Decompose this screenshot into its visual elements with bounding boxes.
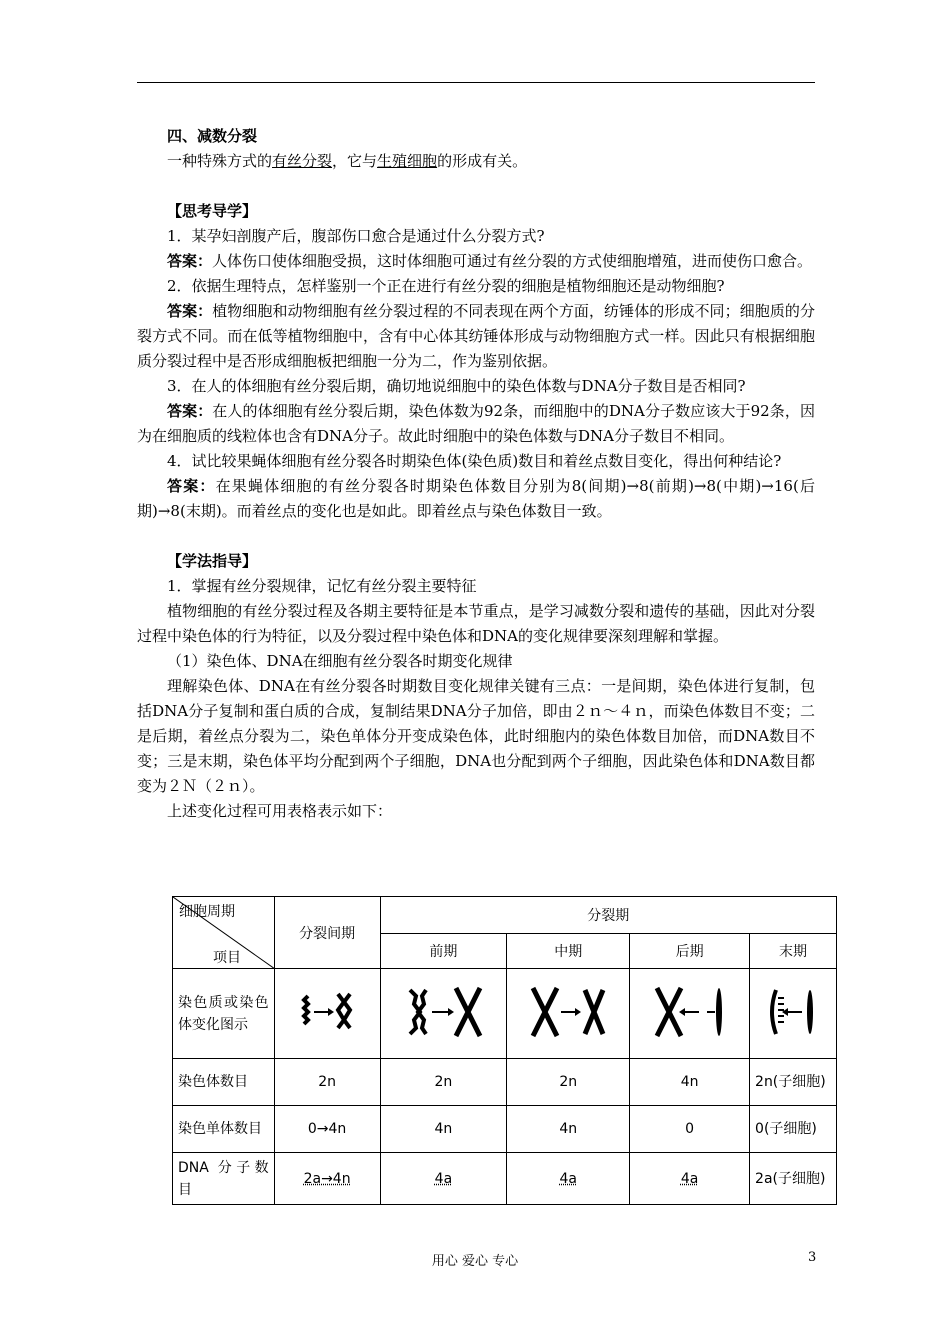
corner-top-label: 细胞周期 <box>179 904 235 920</box>
anaphase-diagram <box>630 969 750 1059</box>
intro-term-germ-cell: 生殖细胞 <box>377 152 438 170</box>
cell-dna-anaphase: 4a <box>630 1153 750 1205</box>
cell-chromatid-interphase: 0→4n <box>274 1106 380 1153</box>
question-1: 1．某孕妇剖腹产后，腹部伤口愈合是通过什么分裂方式? <box>167 227 545 245</box>
cell-chromosome-interphase: 2n <box>274 1059 380 1106</box>
section-intro <box>137 149 815 174</box>
question-2: 2．依据生理特点，怎样鉴别一个正在进行有丝分裂的细胞是植物细胞还是动物细胞? <box>167 277 725 295</box>
method-subheading: （1）染色体、DNA在细胞有丝分裂各时期变化规律 <box>167 652 513 670</box>
header-metaphase: 中期 <box>507 934 630 969</box>
table-intro: 上述变化过程可用表格表示如下： <box>167 802 393 820</box>
intro-text: ，它与 <box>332 152 378 170</box>
answer-text: 在果蝇体细胞的有丝分裂各时期染色体数目分别为8(间期)→8(前期)→8(中期)→16(后期)→8(末期)。而着丝点的变化也是如此。即着丝点与染色体数目一致。 <box>137 477 815 520</box>
header-prophase: 前期 <box>380 934 507 969</box>
answer-label: 答案： <box>167 402 213 420</box>
prophase-diagram <box>380 969 507 1059</box>
method-paragraph: 理解染色体、DNA在有丝分裂各时期数目变化规律关键有三点：一是间期，染色体进行复制，包括DNA分子复制和蛋白质的合成，复制结果DNA分子加倍，即由２ｎ～４ｎ，而染色体数目不变；二是后期，着丝点分裂为二，染色单体分开变成染色体，此时细胞内的染色体数目加倍，而DNA数目不变；三是末期，染色体平均分配到两个子细胞，DNA也分配到两个子细胞，因此染色体和DNA数目都变为２Ｎ（２ｎ）。 <box>137 677 815 795</box>
cell-dna-prophase: 4a <box>380 1153 507 1205</box>
metaphase-diagram <box>507 969 630 1059</box>
page-number: 3 <box>808 1250 817 1265</box>
method-point-1: 1．掌握有丝分裂规律，记忆有丝分裂主要特征 <box>167 577 477 595</box>
interphase-diagram <box>274 969 380 1059</box>
cell-chromatid-telophase: 0(子细胞) <box>750 1106 837 1153</box>
mitosis-table <box>172 896 837 1205</box>
prophase-chromosome-image <box>398 982 488 1042</box>
method-heading: 【学法指导】 <box>167 552 258 570</box>
answer-1 <box>137 249 815 274</box>
cell-chromatid-anaphase: 0 <box>630 1106 750 1153</box>
answer-2 <box>137 299 815 374</box>
think-heading: 【思考导学】 <box>167 202 258 220</box>
intro-term-mitosis: 有丝分裂 <box>272 152 333 170</box>
header-interphase: 分裂间期 <box>274 897 380 969</box>
table-corner-cell <box>173 897 275 969</box>
question-4: 4．试比较果蝇体细胞有丝分裂各时期染色体(染色质)数目和着丝点数目变化，得出何种结论? <box>167 452 782 470</box>
footer-slogan: 用心 爱心 专心 <box>431 1254 519 1269</box>
cell-dna-interphase: 2a→4n <box>274 1153 380 1205</box>
header-telophase: 末期 <box>750 934 837 969</box>
intro-text: 的形成有关。 <box>437 152 528 170</box>
cell-chromatid-metaphase: 4n <box>507 1106 630 1153</box>
answer-text: 在人的体细胞有丝分裂后期，染色体数为92条，而细胞中的DNA分子数应该大于92条，因为在细胞质的线粒体也含有DNA分子。故此时细胞中的染色体数与DNA分子数目不相同。 <box>137 402 815 445</box>
row-label-chromosome: 染色体数目 <box>173 1059 275 1106</box>
cell-chromosome-telophase: 2n(子细胞) <box>750 1059 837 1106</box>
cell-chromosome-metaphase: 2n <box>507 1059 630 1106</box>
answer-text: 人体伤口使体细胞受损，这时体细胞可通过有丝分裂的方式使细胞增殖，进而使伤口愈合。 <box>212 252 813 270</box>
cell-chromosome-prophase: 2n <box>380 1059 507 1106</box>
chromatin-replication-image <box>292 982 362 1042</box>
answer-4 <box>137 474 815 524</box>
row-label-diagram: 染色质或染色体变化图示 <box>173 969 275 1059</box>
answer-label: 答案： <box>167 477 216 495</box>
question-3: 3．在人的体细胞有丝分裂后期，确切地说细胞中的染色体数与DNA分子数目是否相同? <box>167 377 746 395</box>
method-paragraph: 植物细胞的有丝分裂过程及各期主要特征是本节重点，是学习减数分裂和遗传的基础，因此对分裂过程中染色体的行为特征，以及分裂过程中染色体和DNA的变化规律要深刻理解和掌握。 <box>137 602 815 645</box>
answer-label: 答案： <box>167 252 213 270</box>
cell-chromosome-anaphase: 4n <box>630 1059 750 1106</box>
answer-text: 植物细胞和动物细胞有丝分裂过程的不同表现在两个方面，纺锤体的形成不同；细胞质的分裂方式不同。而在低等植物细胞中，含有中心体其纺锤体形成与动物细胞方式一样。因此只有根据细胞质分裂过程中是否形成细胞板把细胞一分为二，作为鉴别依据。 <box>137 302 815 370</box>
corner-bottom-label: 项目 <box>213 950 241 966</box>
cell-dna-telophase: 2a(子细胞) <box>750 1153 837 1205</box>
metaphase-chromosome-image <box>523 982 613 1042</box>
header-rule <box>137 82 815 83</box>
header-anaphase: 后期 <box>630 934 750 969</box>
answer-label: 答案： <box>167 302 213 320</box>
cell-chromatid-prophase: 4n <box>380 1106 507 1153</box>
telophase-diagram <box>750 969 837 1059</box>
cell-dna-metaphase: 4a <box>507 1153 630 1205</box>
header-division: 分裂期 <box>380 897 837 934</box>
row-label-dna: DNA 分子数目 <box>173 1153 275 1205</box>
intro-text: 一种特殊方式的 <box>167 152 273 170</box>
answer-3 <box>137 399 815 449</box>
page-body <box>137 124 815 824</box>
row-label-chromatid: 染色单体数目 <box>173 1106 275 1153</box>
telophase-chromosome-image <box>758 982 828 1042</box>
anaphase-chromosome-image <box>645 982 735 1042</box>
section-heading: 四、减数分裂 <box>167 127 258 145</box>
